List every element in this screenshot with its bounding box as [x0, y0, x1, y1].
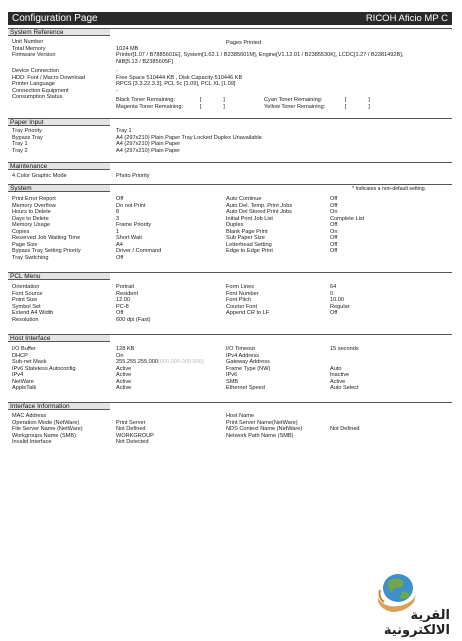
pcl-label: Font Number: [226, 290, 259, 297]
iface-value: Not Defined: [330, 426, 360, 432]
iface-label: Host Name: [226, 413, 254, 419]
iface-label: File Server Name (NetWare): [12, 426, 83, 432]
system-value: Off: [330, 241, 338, 248]
iface-label: Print Server Name(NetWare): [226, 419, 298, 426]
iface-value: Not Defined: [116, 426, 146, 432]
section-paper-input: Paper Input: [8, 118, 110, 126]
maintenance-value: Photo Priority: [116, 173, 150, 179]
host-label: NetWare: [12, 378, 34, 385]
system-value: Off: [116, 254, 124, 261]
host-value: Active: [116, 372, 132, 378]
pcl-label: Form Lines: [226, 284, 254, 290]
pcl-label: Resolution: [12, 316, 39, 323]
system-value: Off: [330, 235, 338, 241]
host-value: Inactive: [330, 372, 350, 378]
paper-value: Tray 1: [116, 128, 132, 134]
host-label: I/O Buffer: [12, 346, 36, 352]
iface-label: MAC Address: [12, 413, 47, 419]
system-value: Frame Priority: [116, 222, 152, 228]
host-label: IPv4 Address: [226, 352, 259, 359]
pcl-value: Off: [330, 310, 338, 316]
paper-label: Tray 1: [12, 141, 28, 147]
system-label: Letterhead Setting: [226, 241, 272, 248]
host-value: On: [116, 352, 124, 359]
system-label: Days to Delete: [12, 215, 49, 222]
section-interface-information: Interface Information: [8, 402, 110, 410]
system-label: Sub Paper Size: [226, 235, 265, 241]
section-system-reference: System Reference: [8, 28, 110, 36]
sysref-label-consumption-status: Consumption Status: [12, 94, 63, 100]
system-value: Do not Print: [116, 202, 146, 209]
system-label: Reserved Job Waiting Time: [12, 235, 81, 241]
system-label: Duplex: [226, 222, 244, 228]
iface-label: NDS Context Name (NetWare): [226, 426, 303, 432]
system-value: 1: [116, 228, 120, 235]
watermark-logo-text: القرية الالكترونية: [383, 608, 450, 638]
system-label: Memory Overflow: [12, 202, 56, 209]
sysref-label-printer-language: Printer Language: [12, 81, 55, 87]
sysref-connection-equipment: -: [116, 87, 118, 94]
toner-cyan-label: Cyan Toner Remaining:: [264, 97, 323, 103]
maintenance-label: 4 Color Graphic Mode: [12, 173, 67, 179]
host-label: Gateway Address: [226, 359, 270, 365]
pcl-value: 10.00: [330, 297, 344, 303]
iface-value: Not Detected: [116, 439, 149, 445]
system-label: Auto Del Stored Print Jobs: [226, 209, 292, 215]
system-value: Complete List: [330, 215, 365, 222]
pcl-label: Point Size: [12, 297, 38, 303]
sysref-firmware-line1: Printer[1.07 / B7885601E], System[1.62.1 / B2385601M], Engine[V1.12.01 / B2385530K], LCDC[1.27 / B2381492B],: [116, 52, 404, 58]
pcl-value: 600 dpi (Fast): [116, 316, 151, 323]
non-default-note: * Indicates a non-default setting.: [352, 185, 427, 192]
sysref-total-memory: 1024 MB: [116, 45, 139, 52]
iface-label: Invalid Interface: [12, 439, 52, 445]
pcl-label: Orientation: [12, 284, 40, 290]
system-label: Bypass Tray Setting Priority: [12, 248, 81, 254]
sysref-printer-language: RPCS [3.3.22.3.3], PCL 5c [1.09], PCL XL [1.09]: [116, 81, 236, 87]
host-label: I/O Timeout: [226, 346, 255, 352]
toner-cyan-meter: [ ]: [345, 97, 370, 103]
page-title: Configuration Page: [12, 13, 98, 24]
pcl-label: Font Pitch: [226, 297, 252, 303]
host-value: 255.255.255.000: [116, 359, 158, 365]
toner-magenta-meter: [ ]: [200, 103, 225, 110]
toner-black-label: Black Toner Remaining:: [116, 97, 175, 103]
system-value: Off: [330, 196, 338, 202]
pcl-value: Resident: [116, 290, 139, 297]
section-rule: [8, 162, 452, 163]
sysref-label-hdd: HDD: Font / Macro Download: [12, 74, 86, 81]
pages-printed-label: Pages Printed: [226, 40, 262, 46]
host-label: AppleTalk: [12, 385, 37, 391]
iface-value: Print Server: [116, 419, 146, 426]
paper-label: Bypass Tray: [12, 134, 43, 141]
pcl-value: 64: [330, 284, 337, 290]
system-value: 8: [116, 209, 120, 215]
system-label: Page Size: [12, 241, 38, 248]
system-label: Edge to Edge Print: [226, 248, 273, 254]
section-host-interface: Host Interface: [8, 334, 110, 342]
paper-value: A4 (297x210) Plain Paper Tray Locked Duplex Unavailable: [116, 134, 262, 141]
sysref-device-connection: -: [116, 68, 118, 74]
sysref-label-connection-equipment: Connection Equipment: [12, 87, 69, 94]
host-value: 15 seconds: [330, 346, 359, 352]
sysref-label-unit-number: Unit Number: [12, 39, 44, 45]
system-label: Print Error Report: [12, 196, 56, 202]
paper-value: A4 (297x210) Plain Paper: [116, 141, 181, 147]
system-label: Initial Print Job List: [226, 215, 273, 222]
sysref-firmware-line2: NIB[5.13 / B2385605F]: [116, 58, 173, 65]
sysref-hdd: Free Space 510444 KB , Disk Capacity 510446 KB: [116, 74, 243, 81]
section-rule: [8, 334, 452, 335]
system-value: Short Wait: [116, 235, 142, 241]
pcl-label: Extend A4 Width: [12, 310, 54, 316]
system-label: Auto Del. Temp. Print Jobs: [226, 202, 293, 209]
section-rule: [8, 402, 452, 403]
toner-magenta-label: Magenta Toner Remaining:: [116, 103, 184, 110]
system-label: Tray Switching: [12, 254, 49, 261]
sysref-label-total-memory: Total Memory: [12, 45, 46, 52]
pcl-value: Portrait: [116, 284, 135, 290]
system-value: A4: [116, 241, 123, 248]
iface-label: Workgroups Name (SMB): [12, 432, 76, 439]
toner-yellow-meter: [ ]: [345, 103, 370, 110]
paper-value: A4 (297x210) Plain Paper: [116, 147, 181, 154]
pcl-value: 0: [330, 290, 334, 297]
pcl-value: Off: [116, 310, 124, 316]
host-label: Frame Type (NW): [226, 365, 271, 372]
host-label: IPv6 Stateless Autoconfig.: [12, 365, 77, 372]
host-label: SMB: [226, 378, 239, 385]
pcl-value: Regular: [330, 303, 350, 310]
iface-value: WORKGROUP: [116, 432, 154, 439]
host-label: IPv6: [226, 372, 238, 378]
pcl-value: 12.00: [116, 297, 130, 303]
section-rule: [8, 28, 452, 29]
system-value: Off: [330, 248, 338, 254]
device-model: RICOH Aficio MP C: [365, 13, 448, 24]
pcl-value: PC-8: [116, 303, 129, 310]
sysref-label-firmware: Firmware Version: [12, 52, 56, 58]
toner-yellow-label: Yellow Toner Remaining:: [264, 103, 326, 110]
host-label: Sub-net Mask: [12, 359, 47, 365]
system-value: 3: [116, 215, 120, 222]
pcl-label: Font Source: [12, 290, 43, 297]
system-label: Hours to Delete: [12, 209, 51, 215]
system-label: Blank Page Print: [226, 228, 268, 235]
section-pcl-menu: PCL Menu: [8, 272, 110, 280]
system-value: Off: [116, 196, 124, 202]
host-value: Auto: [330, 365, 342, 372]
host-label: IPv4: [12, 372, 24, 378]
host-value: Active: [330, 378, 346, 385]
sysref-label-device-connection: Device Connection: [12, 68, 59, 74]
system-value: Off: [330, 202, 338, 209]
system-value: On: [330, 209, 338, 215]
paper-label: Tray Priority: [12, 128, 42, 134]
pcl-label: Append CR to LF: [226, 310, 270, 316]
host-label: Ethernet Speed: [226, 385, 265, 391]
section-rule: [8, 272, 452, 273]
host-value: Active: [116, 365, 132, 372]
system-value: Driver / Command: [116, 248, 162, 254]
subnet-default-value: (000.000.000.000): [158, 359, 204, 365]
system-label: Memory Usage: [12, 222, 50, 228]
iface-label: Operation Mode (NetWare): [12, 419, 80, 426]
host-value: 128 KB: [116, 346, 135, 352]
section-rule: [8, 118, 452, 119]
system-label: Auto Continue: [226, 196, 262, 202]
section-maintenance: Maintenance: [8, 162, 110, 170]
pcl-label: Courier Font: [226, 303, 258, 310]
host-value: Active: [116, 385, 132, 391]
pcl-label: Symbol Set: [12, 303, 41, 310]
title-bar: [8, 12, 452, 25]
host-label: DHCP: [12, 352, 28, 359]
paper-label: Tray 2: [12, 147, 28, 154]
host-value: Active: [116, 378, 132, 385]
toner-black-meter: [ ]: [200, 97, 225, 103]
section-system: System: [8, 184, 110, 192]
system-value: On: [330, 228, 338, 235]
system-value: Off: [330, 222, 338, 228]
host-value: Auto Select: [330, 385, 359, 391]
iface-label: Network Path Name (SMB): [226, 432, 294, 439]
system-label: Copies: [12, 228, 30, 235]
